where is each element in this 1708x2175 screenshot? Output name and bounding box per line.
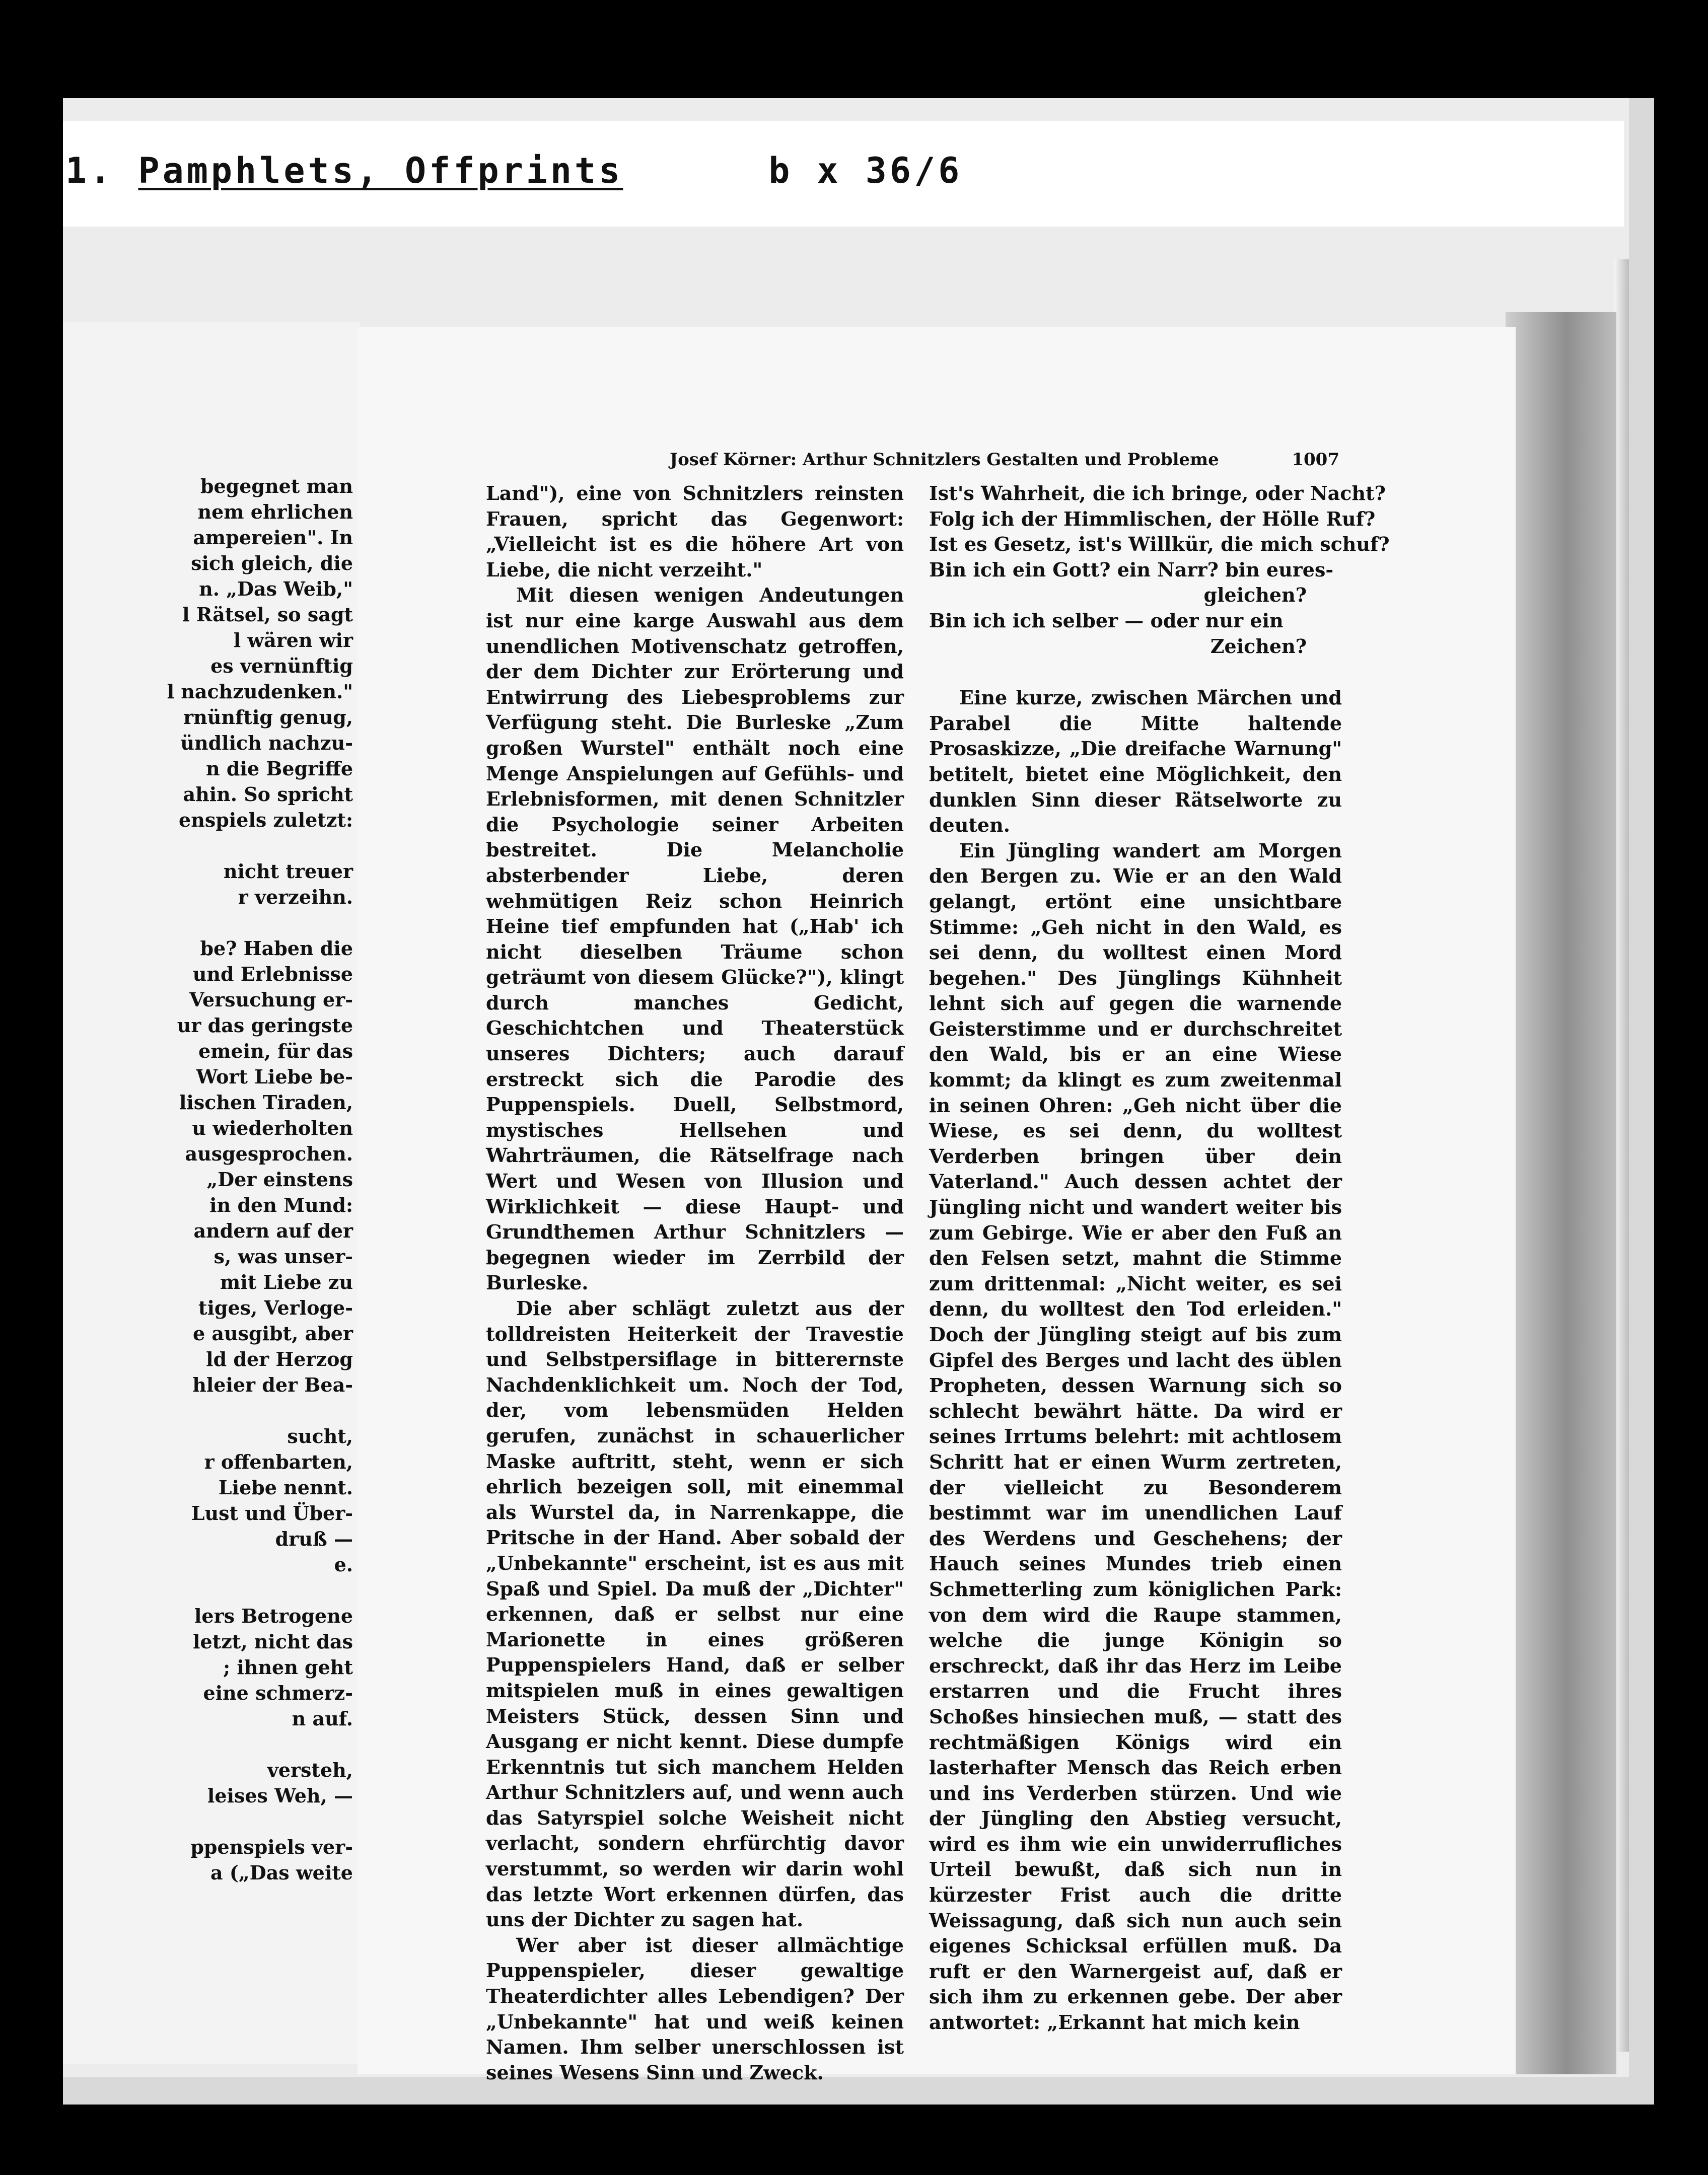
left-page-line: Liebe nennt. — [218, 1476, 353, 1499]
poem-line: Zeichen? — [1210, 634, 1307, 658]
paragraph: Die aber schlägt zuletzt aus der tolldreisten Heiterkeit der Travestie und Selbstpersiflage in bitterernste Nachdenklichkeit um. Noch der Tod, der, vom lebensmüden Helden gerufen, zunächst in schauerlicher Maske auftritt, steht, wenn er sich ehrlich bezeigen soll, mit einemmal als Wurstel da, in Narrenkappe, die Pritsche in der Hand. Aber sobald der „Unbekannte" erscheint, ist es aus mit Spaß und Spiel. Da muß der „Dichter" erkennen, daß er selbst nur eine Marionette in eines größeren Puppenspielers Hand, daß er selber mitspielen muß in eines gewaltigen Meisters Stück, dessen Sinn und Ausgang er nicht kennt. Diese dumpfe Erkenntnis tut sich manchem Helden Arthur Schnitzlers auf, und wenn auch das Satyrspiel solche Weisheit nicht verlacht, sondern ehrfürchtig davor verstummt, so werden wir darin wohl das letzte Wort erkennen dürfen, das uns der Dichter zu sagen hat. — [486, 1297, 904, 1931]
paragraph: Wer aber ist dieser allmächtige Puppenspieler, dieser gewaltige Theaterdichter alles Lebendigen? Der „Unbekannte" hat und weiß keinen Namen. Ihm selber unerschlossen ist seines Wesens Sinn und Zweck. — [486, 1933, 904, 2084]
left-page-line: druß — — [275, 1528, 353, 1550]
poem-line: Folg ich der Himmlischen, der Hölle Ruf? — [929, 507, 1376, 530]
left-page-line: nem ehrlichen — [197, 500, 353, 523]
left-page-line: in den Mund: — [209, 1194, 353, 1216]
left-page-line: emein, für das — [198, 1040, 353, 1062]
left-page-line — [71, 1808, 353, 1834]
left-page-line: lers Betrogene — [194, 1605, 353, 1627]
left-page-line: Wort Liebe be- — [196, 1065, 353, 1088]
left-page-line: a („Das weite — [210, 1861, 353, 1884]
left-page-line: mit Liebe zu — [220, 1271, 353, 1293]
left-page-line: ur das geringste — [177, 1014, 353, 1037]
left-page-line: ahin. So spricht — [183, 783, 353, 806]
left-page-line: leises Weh, — — [207, 1784, 353, 1807]
left-page-line: e. — [334, 1553, 353, 1576]
left-page-line: l nachzudenken." — [167, 680, 353, 703]
paragraph: Eine kurze, zwischen Märchen und Parabel die Mitte haltende Prosaskizze, „Die dreifache Warnung" betitelt, bietet eine Möglichkeit, den dunklen Sinn dieser Rätselworte zu deuten. — [929, 686, 1342, 837]
label-category: Pamphlets, Offprints — [138, 150, 623, 191]
left-page-line — [71, 1577, 353, 1603]
label-box: b x 36/6 — [768, 150, 963, 191]
poem-block — [929, 481, 1390, 659]
poem-line: gleichen? — [1203, 584, 1307, 607]
left-page-line: sich gleich, die — [191, 552, 353, 574]
left-page-line: ppenspiels ver- — [190, 1836, 353, 1858]
poem-line: Bin ich ich selber — oder nur ein — [929, 609, 1284, 632]
left-page-line — [71, 1731, 353, 1757]
text-column-left — [486, 481, 904, 2085]
left-page-line: begegnet man — [200, 475, 353, 497]
paragraph: Ein Jüngling wandert am Morgen den Bergen zu. Wie er an den Wald gelangt, ertönt eine unsichtbare Stimme: „Geh nicht in den Wald, es sei denn, du wolltest einen Mord begehen." Des Jünglings Kühnheit lehnt sich auf gegen die warnende Geisterstimme und er durchschreitet den Wald, bis er an eine Wiese kommt; da klingt es zum zweitenmal in seinen Ohren: „Geh nicht über die Wiese, es sei denn, du wolltest Verderben bringen über dein Vaterland." Auch dessen achtet der Jüngling nicht und wandert weiter bis zum Gebirge. Wie er aber den Fuß an den Felsen setzt, mahnt die Stimme zum drittenmal: „Nicht weiter, es sei denn, du wolltest den Tod erleiden." Doch der Jüngling steigt auf bis zum Gipfel des Berges und lacht des üblen Propheten, dessen Warnung sich so schlecht bewährt hätte. Da wird er seines Irrtums belehrt: mit achtlosem Schritt hat er einen Wurm zertreten, der vielleicht zu Besonderem bestimmt war im unendlichen Lauf des Werdens und Geschehens; der Hauch seines Mundes trieb einen Schmetterling zum königlichen Park: von dem wird die Raupe stammen, welche die junge Königin so erschreckt, daß ihr das Herz im Leibe erstarren und die Frucht ihres Schoßes hinsiechen muß, — statt des rechtmäßigen Königs wird ein lasterhafter Mensch das Reich erben und ins Verderben stürzen. Und wie der Jüngling den Abstieg versucht, wird es ihm wie ein unwiderrufliches Urteil bewußt, daß sich nun in kürzester Frist auch die dritte Weissagung, daß sich nun auch sein eigenes Schicksal erfüllen muß. Da ruft er den Warnergeist auf, daß er sich ihm zu erkennen gebe. Der aber antwortet: „Erkannt hat mich kein — [929, 839, 1342, 2034]
page-edge-shadow — [1506, 312, 1616, 2074]
left-page-fragment — [63, 322, 360, 2064]
left-page-line: letzt, nicht das — [193, 1630, 353, 1653]
left-page-line: enspiels zuletzt: — [179, 809, 353, 831]
left-page-line: l wären wir — [233, 629, 353, 651]
text-column-right — [929, 481, 1390, 2036]
left-page-line: ld der Herzog — [206, 1348, 353, 1370]
poem-line: Ist's Wahrheit, die ich bringe, oder Nacht? — [929, 482, 1386, 504]
left-page-line: n. „Das Weib," — [199, 577, 353, 600]
left-page-line: r offenbarten, — [204, 1451, 353, 1473]
left-page-line — [71, 1398, 353, 1423]
left-page-line: r verzeihn. — [238, 886, 353, 908]
left-page-line: ündlich nachzu- — [180, 732, 353, 754]
left-page-line — [71, 833, 353, 858]
left-page-line: sucht, — [287, 1425, 353, 1447]
left-page-line: andern auf der — [193, 1219, 353, 1242]
running-title: Josef Körner: Arthur Schnitzlers Gestalten und Probleme — [670, 450, 1219, 470]
left-page-line: ; ihnen geht — [223, 1656, 353, 1679]
left-page-lines — [71, 473, 353, 1886]
prose-block — [929, 685, 1342, 2035]
paragraph: Land"), eine von Schnitzlers reinsten Frauen, spricht das Gegenwort: „Vielleicht ist es die höhere Art von Liebe, die nicht verzeiht." — [486, 482, 904, 581]
left-page-line — [71, 910, 353, 935]
running-header — [670, 450, 1339, 470]
left-page-line: ampereien". In — [193, 526, 353, 549]
left-page-line: n die Begriffe — [206, 757, 353, 780]
left-page-line: es vernünftig — [210, 655, 353, 677]
paragraph: Mit diesen wenigen Andeutungen ist nur eine karge Auswahl aus dem unendlichen Motivenschatz getroffen, der dem Dichter zur Erörterung und Entwirrung des Liebesproblems zur Verfügung steht. Die Burleske „Zum großen Wurstel" enthält noch eine Menge Anspielungen auf Gefühls- und Erlebnisformen, mit denen Schnitzler die Psychologie seiner Arbeiten bestreitet. Die Melancholie absterbender Liebe, deren wehmütigen Reiz schon Heinrich Heine tief empfunden hat („Hab' ich nicht dieselben Träume schon geträumt von diesem Glücke?"), klingt durch manches Gedicht, Geschichtchen und Theaterstück unseres Dichters; auch darauf erstreckt sich die Parodie des Puppenspiels. Duell, Selbstmord, mystisches Hellsehen und Wahrträumen, die Rätselfrage nach Wert und Wesen von Illusion und Wirklichkeit — diese Haupt- und Grundthemen Arthur Schnitzlers — begegnen wieder im Zerrbild der Burleske. — [486, 584, 904, 1294]
poem-line: Bin ich ein Gott? ein Narr? bin eures- — [929, 558, 1334, 581]
left-page-line: lischen Tiraden, — [179, 1091, 353, 1114]
left-page-line: eine schmerz- — [203, 1682, 353, 1704]
left-page-line: nicht treuer — [223, 860, 353, 883]
left-page-line: l Rätsel, so sagt — [182, 603, 353, 626]
left-page-line: tiges, Verloge- — [198, 1296, 353, 1319]
left-page-line: ausgesprochen. — [185, 1142, 353, 1165]
left-page-line: u wiederholten — [192, 1117, 353, 1139]
label-prefix: 1. — [65, 150, 114, 191]
archive-label — [65, 150, 962, 191]
left-page-line: e ausgibt, aber — [192, 1322, 353, 1345]
left-page-line: versteh, — [267, 1759, 353, 1781]
page-number: 1007 — [1292, 450, 1339, 470]
left-page-line: und Erlebnisse — [192, 963, 353, 985]
left-page-line: hleier der Bea- — [192, 1373, 353, 1396]
left-page-line: rnünftig genug, — [183, 706, 353, 729]
poem-line: Ist es Gesetz, ist's Willkür, die mich schuf? — [929, 533, 1390, 556]
left-page-line: n auf. — [292, 1707, 353, 1730]
left-page-line: Lust und Über- — [191, 1502, 353, 1525]
left-page-line: Versuchung er- — [189, 988, 353, 1011]
left-page-line: be? Haben die — [200, 937, 353, 960]
left-page-line: „Der einstens — [206, 1168, 353, 1191]
left-page-line: s, was unser- — [214, 1245, 353, 1268]
